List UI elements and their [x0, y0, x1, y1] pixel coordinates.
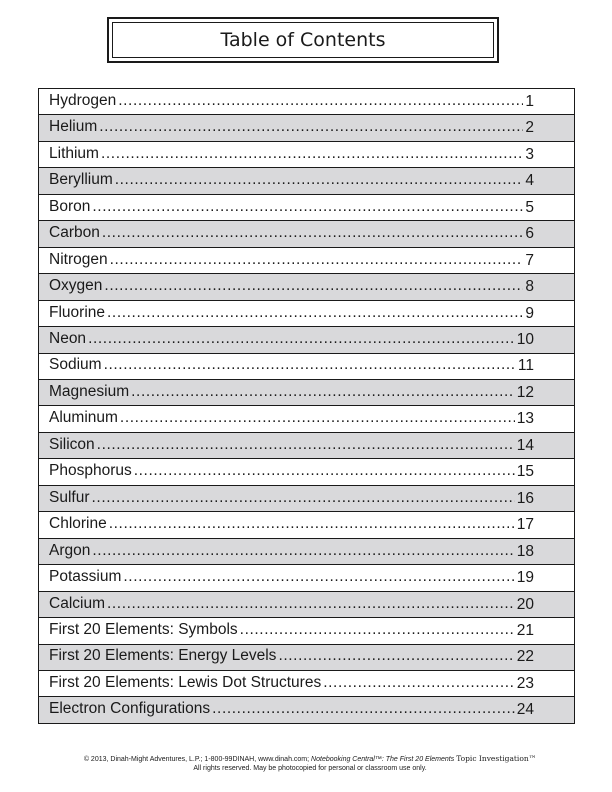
toc-entry-label: First 20 Elements: Symbols: [49, 621, 238, 639]
toc-row: [39, 354, 574, 380]
toc-page-number: 13: [516, 410, 534, 428]
toc-dot-leader: [107, 305, 523, 327]
toc-dot-leader: [123, 569, 514, 591]
toc-page-number: 20: [516, 595, 534, 613]
toc-page-number: 8: [525, 278, 534, 296]
toc-dot-leader: [97, 437, 515, 459]
toc-page-number: 1: [525, 92, 534, 110]
footer-rights: All rights reserved. May be photocopied for personal or classroom use only.: [193, 765, 427, 772]
toc-dot-leader: [240, 622, 515, 644]
toc-dot-leader: [102, 225, 524, 247]
toc-row: [39, 301, 574, 327]
toc-dot-leader: [104, 278, 523, 300]
toc-entry-label: Beryllium: [49, 171, 113, 189]
toc-row: [39, 248, 574, 274]
toc-dot-leader: [118, 93, 523, 115]
toc-page-number: 4: [525, 172, 534, 190]
toc-entry-label: Silicon: [49, 435, 95, 453]
toc-page-number: 16: [516, 489, 534, 507]
toc-entry-label: Sulfur: [49, 488, 90, 506]
toc-table: [38, 88, 575, 724]
toc-entry-label: Sodium: [49, 356, 102, 374]
toc-page-number: 11: [517, 357, 534, 375]
toc-entry-label: Aluminum: [49, 409, 118, 427]
toc-row: [39, 433, 574, 459]
toc-row: [39, 565, 574, 591]
toc-entry-label: Oxygen: [49, 277, 103, 295]
toc-dot-leader: [107, 596, 515, 618]
toc-entry-label: Potassium: [49, 568, 122, 586]
toc-entry-label: Phosphorus: [49, 462, 132, 480]
toc-page-number: 18: [516, 542, 534, 560]
toc-page-number: 23: [516, 674, 534, 692]
toc-page-number: 7: [525, 251, 534, 269]
toc-page-number: 12: [516, 383, 534, 401]
toc-page-number: 9: [525, 304, 534, 322]
toc-dot-leader: [278, 648, 514, 670]
toc-entry-label: Helium: [49, 118, 98, 136]
toc-page-number: 17: [516, 516, 534, 534]
toc-row: [39, 512, 574, 538]
toc-row: [39, 274, 574, 300]
toc-row: [39, 618, 574, 644]
toc-dot-leader: [101, 146, 523, 168]
toc-dot-leader: [88, 331, 515, 353]
toc-page-number: 24: [516, 701, 534, 719]
toc-page-number: 6: [525, 225, 534, 243]
toc-row: [39, 380, 574, 406]
toc-page-number: 14: [516, 436, 534, 454]
toc-page-number: 22: [516, 648, 534, 666]
toc-dot-leader: [104, 357, 516, 379]
footer-product: Notebooking Central™: The First 20 Elements: [311, 756, 455, 763]
toc-page-number: 3: [525, 145, 534, 163]
toc-row: [39, 406, 574, 432]
toc-entry-label: Chlorine: [49, 515, 107, 533]
toc-page-number: 2: [525, 119, 534, 137]
toc-entry-label: Argon: [49, 541, 91, 559]
toc-entry-label: Electron Configurations: [49, 700, 211, 718]
toc-entry-label: Nitrogen: [49, 250, 108, 268]
toc-entry-label: Boron: [49, 197, 91, 215]
toc-page-number: 19: [516, 569, 534, 587]
toc-row: [39, 89, 574, 115]
toc-dot-leader: [92, 490, 515, 512]
toc-entry-label: Hydrogen: [49, 91, 117, 109]
toc-row: [39, 168, 574, 194]
toc-row: [39, 539, 574, 565]
toc-dot-leader: [212, 701, 515, 723]
toc-dot-leader: [92, 199, 523, 221]
toc-page-number: 21: [516, 622, 534, 640]
toc-row: [39, 115, 574, 141]
footer-brand: Topic Investigation™: [456, 754, 537, 763]
toc-dot-leader: [131, 384, 515, 406]
footer-copyright: © 2013, Dinah-Might Adventures, L.P.; 1-800-99DINAH, www.dinah.com;: [83, 756, 310, 763]
toc-entry-label: First 20 Elements: Energy Levels: [49, 647, 277, 665]
footer-line-1: [30, 754, 590, 764]
toc-row: [39, 697, 574, 722]
toc-dot-leader: [109, 516, 515, 538]
toc-dot-leader: [134, 463, 515, 485]
toc-row: [39, 327, 574, 353]
toc-entry-label: Lithium: [49, 144, 99, 162]
toc-page-number: 5: [525, 198, 534, 216]
toc-row: [39, 221, 574, 247]
toc-entry-label: Carbon: [49, 224, 100, 242]
toc-entry-label: Neon: [49, 330, 87, 348]
toc-row: [39, 645, 574, 671]
footer: [30, 754, 590, 773]
toc-entry-label: Fluorine: [49, 303, 105, 321]
toc-entry-label: First 20 Elements: Lewis Dot Structures: [49, 673, 322, 691]
toc-dot-leader: [99, 119, 523, 141]
toc-dot-leader: [110, 252, 524, 274]
toc-dot-leader: [92, 543, 514, 565]
toc-dot-leader: [115, 172, 524, 194]
toc-page-number: 15: [516, 463, 534, 481]
toc-dot-leader: [120, 410, 515, 432]
title-box: [107, 17, 499, 63]
toc-entry-label: Magnesium: [49, 382, 130, 400]
toc-row: [39, 486, 574, 512]
toc-row: [39, 195, 574, 221]
toc-row: [39, 592, 574, 618]
toc-row: [39, 142, 574, 168]
toc-dot-leader: [323, 675, 515, 697]
toc-row: [39, 671, 574, 697]
toc-row: [39, 459, 574, 485]
toc-entry-label: Calcium: [49, 594, 105, 612]
page-title: Table of Contents: [112, 22, 494, 58]
toc-page-number: 10: [516, 331, 534, 349]
